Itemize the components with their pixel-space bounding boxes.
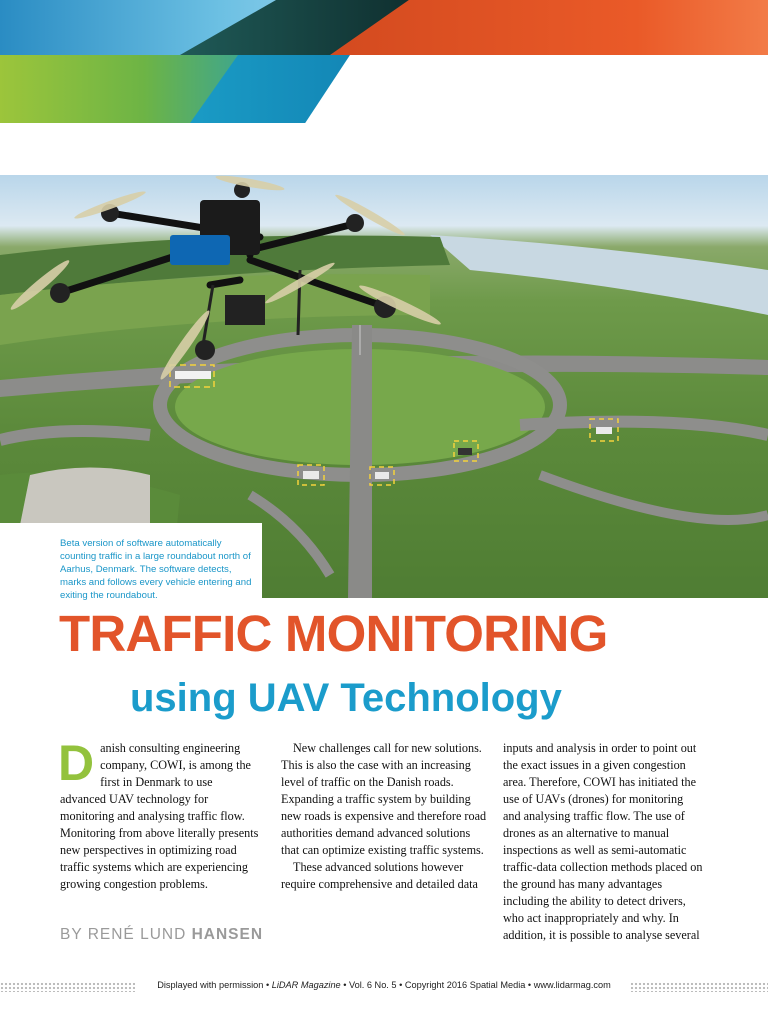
article-title: TRAFFIC MONITORING xyxy=(59,605,608,662)
drone-illustration xyxy=(0,175,468,390)
byline-prefix: BY RENÉ LUND xyxy=(60,926,187,943)
drop-cap: D xyxy=(58,735,95,791)
article-paragraph: inputs and analysis in order to point out the exact issues in a given congestion area. Therefore, COWI has initiated the use of UAVs (drones) for monitoring and analysing traffic flow. The use of drones as an alternative to manual inspections as well as semi-automatic traffic-data collection methods placed on the ground has many advantages including the ability to detect drivers, who act inappropriately and why. In addition, it is possible to analyse several xyxy=(503,741,703,942)
footer-text-start: Displayed with permission • xyxy=(157,980,270,990)
article-paragraph: These advanced solutions however require comprehensive and detailed data xyxy=(281,860,478,891)
header-banner xyxy=(0,0,768,125)
article-column-1 xyxy=(58,735,260,893)
article-column-3 xyxy=(503,740,703,944)
byline-surname: HANSEN xyxy=(191,926,264,943)
footer-text-end: • Vol. 6 No. 5 • Copyright 2016 Spatial Media • www.lidarmag.com xyxy=(343,980,611,990)
article-column-2 xyxy=(281,740,487,893)
article-subtitle: using UAV Technology xyxy=(130,676,562,720)
article-paragraph: anish consulting engineering company, COWI, is among the first in Denmark to use advanced UAV technology for monitoring and analysing traffic flow. Monitoring from above literally presents new perspectives in optimizing road traffic systems which are experiencing growing congestion problems. xyxy=(60,741,259,891)
byline xyxy=(60,926,263,944)
footer-magazine: LiDAR Magazine xyxy=(271,980,341,990)
photo-caption: Beta version of software automatically counting traffic in a large roundabout north of Aarhus, Denmark. The software detects, marks and follows every vehicle entering and exiting the roundabout. xyxy=(60,538,252,601)
footer-credit xyxy=(0,980,768,990)
article-paragraph: New challenges call for new solutions. This is also the case with an increasing level of traffic on the Danish roads. Expanding a traffic system by building new roads is expensive and therefore road authorities demand advanced solutions that can optimize existing traffic systems. xyxy=(281,741,487,857)
